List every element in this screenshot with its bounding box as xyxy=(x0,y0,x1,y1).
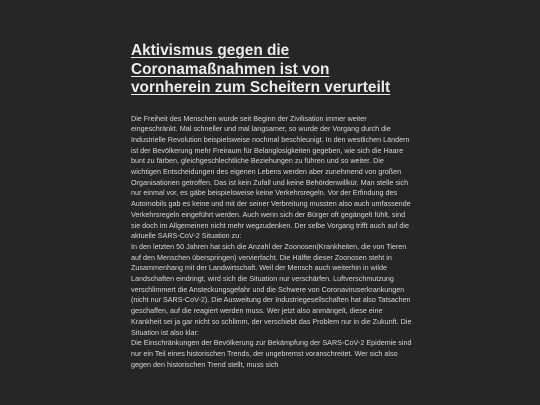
article xyxy=(131,42,413,370)
article-body: Die Freiheit des Menschen wurde seit Beginn der Zivilisation immer weiter eingeschränkt. Mal schneller und mal langsamer, so wurde der Vorgang durch die Industrielle Revolution beispielsweise nochmal beschleunigt. In den westlichen Ländern ist der Bevölkerung mehr Freiraum für Belanglosigkeiten gegeben, wie sich die Haare bunt zu färben, gleichgeschlechtliche Beziehungen zu führen und so weiter. Die wichtigen Entscheidungen des eigenen Lebens werden aber zunehmend von großen Organisationen getroffen. Das ist kein Zufall und keine Behördenwillkür. Man stelle sich nur einmal vor, es gäbe beispielsweise keine Verkehrsregeln. Vor der Erfindung des Automobils gab es keine und mit der seiner Verbreitung mussten also auch umfassende Verkehrsregeln eingeführt werden. Auch wenn sich der Bürger oft gegängelt fühlt, sind sie doch im Allgemeinen nicht mehr wegzudenken. Der selbe Vorgang trifft auch auf die aktuelle SARS-CoV-2 Situation zu: In den letzten 50 Jahren hat sich die Anzahl der Zoonosen(Krankheiten, die von Tieren auf den Menschen überspringen) vervierfacht. Die Hälfte dieser Zoonosen steht in Zusammenhang mit der Landwirtschaft. Weil der Mensch auch weiterhin in wilde Landschaften eindringt, wird sich die Situation nur verschärfen. Luftverschmutzung verschlimmert die Ansteckungsgefahr und die Schwere von Coronaviruserkrankungen (nicht nur SARS-CoV-2). Die Ausweitung der Industriegesellschaften hat also Tatsachen geschaffen, auf die reagiert werden muss. Wer jetzt also anmängelt, diese eine Krankheit sei ja gar nicht so schlimm, der verschiebt das Problem nur in die Zukunft. Die Situation ist also klar: Die Einschränkungen der Bevölkerung zur Bekämpfung der SARS-CoV-2 Epidemie sind nur ein Teil eines historischen Trends, der ungebremst voranschreitet. Wer sich also gegen den historischen Trend stellt, muss sich xyxy=(131,113,412,369)
article-title[interactable]: Aktivismus gegen die Coronamaßnahmen ist von vornherein zum Scheitern verurteilt xyxy=(131,42,391,96)
